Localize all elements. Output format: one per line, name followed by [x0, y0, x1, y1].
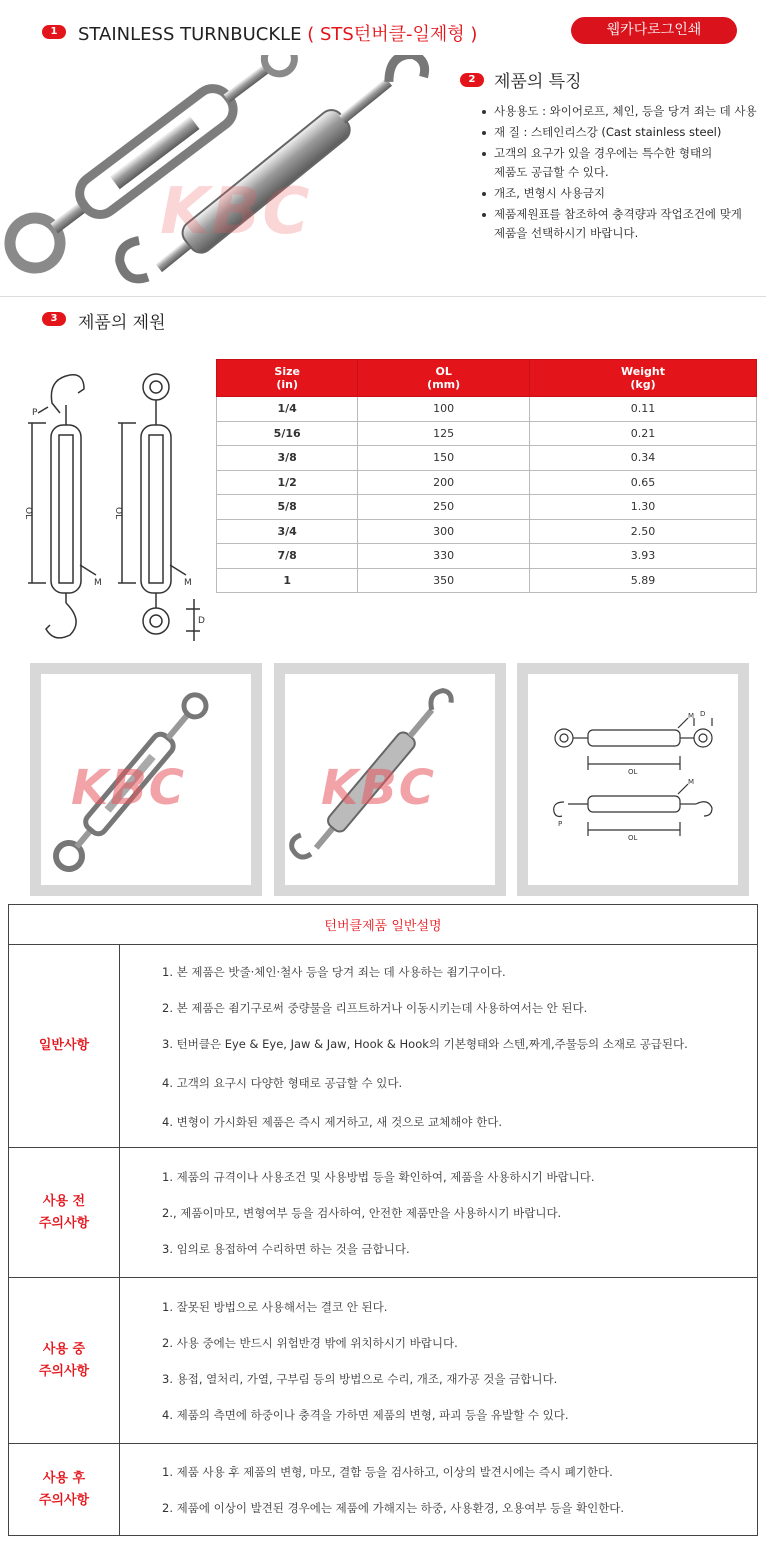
weight-cell: 0.11 — [530, 397, 757, 422]
ol-cell: 330 — [358, 544, 530, 569]
note-line: 4. 제품의 측면에 하중이나 충격을 가하면 제품의 변형, 파괴 등을 유발할 수 있다. — [162, 1407, 569, 1422]
size-cell: 5/8 — [217, 495, 358, 520]
table-row — [217, 397, 757, 422]
size-cell: 1/2 — [217, 470, 358, 495]
notes-title: 턴버클제품 일반설명 — [9, 905, 758, 945]
column-header-weight: Weight (kg) — [530, 360, 757, 397]
notes-section-label: 사용 후 주의사항 — [9, 1444, 120, 1536]
m-label: M — [94, 578, 102, 588]
notes-section-during-use — [9, 1278, 758, 1444]
kbc-watermark: KBC — [160, 175, 312, 249]
ol-label: OL — [628, 768, 638, 776]
note-line: 4. 변형이 가시화된 제품은 즉시 제거하고, 새 것으로 교체해야 한다. — [162, 1115, 503, 1129]
feature-item: 사용용도 : 와이어로프, 체인, 등을 당겨 죄는 데 사용 — [482, 102, 762, 121]
size-cell: 1/4 — [217, 397, 358, 422]
note-line: 1. 잘못된 방법으로 사용해서는 결코 안 된다. — [162, 1299, 388, 1314]
ol-label: OL — [628, 834, 638, 842]
weight-cell: 3.93 — [530, 544, 757, 569]
ol-label: OL — [113, 507, 123, 520]
table-row — [217, 495, 757, 520]
column-header-ol: OL (mm) — [358, 360, 530, 397]
d-label: D — [198, 616, 205, 626]
size-cell: 1 — [217, 568, 358, 593]
notes-section-general — [9, 945, 758, 1148]
ol-cell: 200 — [358, 470, 530, 495]
product-subtitle: ( STS턴버클-일제형 ) — [307, 24, 478, 45]
eye-eye-turnbuckle-image — [41, 674, 251, 885]
note-line: 2. 본 제품은 죔기구로써 중량물을 리프트하거나 이동시키는데 사용하여서는 안 된다. — [162, 1001, 588, 1015]
column-header-size: Size (in) — [217, 360, 358, 397]
table-row — [217, 470, 757, 495]
note-line: 3. 임의로 용접하여 수리하면 하는 것을 금합니다. — [162, 1241, 410, 1256]
note-line: 1. 제품의 규격이나 사용조건 및 사용방법 등을 확인하여, 제품을 사용하시기 바랍니다. — [162, 1169, 595, 1184]
table-row — [217, 544, 757, 569]
product-title: STAINLESS TURNBUCKLE ( STS턴버클-일제형 ) — [78, 24, 478, 45]
m-label: M — [688, 778, 695, 786]
weight-cell: 2.50 — [530, 519, 757, 544]
spec-table — [216, 359, 757, 593]
note-line: 1. 제품 사용 후 제품의 변형, 마모, 결함 등을 검사하고, 이상의 발견시에는 즉시 폐기한다. — [162, 1464, 613, 1479]
features-list — [482, 102, 762, 245]
ol-cell: 300 — [358, 519, 530, 544]
table-row — [217, 519, 757, 544]
feature-item: 재 질 : 스테인리스강 (Cast stainless steel) — [482, 123, 762, 142]
ol-cell: 125 — [358, 421, 530, 446]
ol-label: OL — [23, 507, 33, 520]
notes-section-label: 일반사항 — [9, 945, 120, 1148]
ol-cell: 350 — [358, 568, 530, 593]
features-title: 제품의 특징 — [494, 72, 582, 92]
weight-cell: 5.89 — [530, 568, 757, 593]
weight-cell: 0.65 — [530, 470, 757, 495]
ol-cell: 150 — [358, 446, 530, 471]
hero-product-image — [0, 55, 450, 290]
weight-cell: 0.21 — [530, 421, 757, 446]
side-view-drawing — [528, 674, 738, 885]
product-drawing-box — [517, 663, 749, 896]
table-row — [217, 446, 757, 471]
note-line: 4. 고객의 요구시 다양한 형태로 공급할 수 있다. — [162, 1076, 403, 1090]
size-cell: 3/8 — [217, 446, 358, 471]
p-label: P — [32, 408, 38, 418]
p-label: P — [558, 820, 563, 828]
section-number-badge: 1 — [42, 25, 66, 39]
size-cell: 3/4 — [217, 519, 358, 544]
notes-section-after-use — [9, 1444, 758, 1536]
notes-section-before-use — [9, 1148, 758, 1278]
feature-item: 개조, 변형시 사용금지 — [482, 184, 762, 203]
note-line: 2., 제품이마모, 변형여부 등을 검사하여, 안전한 제품만을 사용하시기 바랍니다. — [162, 1205, 562, 1220]
m-label: M — [688, 712, 695, 720]
ol-cell: 250 — [358, 495, 530, 520]
dimension-drawing — [18, 365, 208, 645]
d-label: D — [700, 710, 706, 718]
table-row — [217, 568, 757, 593]
kbc-watermark: KBC — [321, 760, 437, 816]
section-number-badge: 2 — [460, 73, 484, 87]
section-number-badge: 3 — [42, 312, 66, 326]
table-row — [217, 421, 757, 446]
weight-cell: 1.30 — [530, 495, 757, 520]
hook-hook-turnbuckle-image — [285, 674, 495, 885]
product-photo-hook-hook — [274, 663, 506, 896]
size-cell: 5/16 — [217, 421, 358, 446]
kbc-watermark: KBC — [71, 760, 187, 816]
weight-cell: 0.34 — [530, 446, 757, 471]
note-line: 2. 사용 중에는 반드시 위험반경 밖에 위치하시기 바랍니다. — [162, 1335, 458, 1350]
note-line: 3. 용접, 열처리, 가열, 구부림 등의 방법으로 수리, 개조, 재가공 것을 금합니다. — [162, 1371, 558, 1386]
m-label: M — [184, 578, 192, 588]
general-notes-table — [8, 904, 758, 1536]
notes-section-label: 사용 중 주의사항 — [9, 1278, 120, 1444]
size-cell: 7/8 — [217, 544, 358, 569]
print-catalog-button[interactable]: 웹카다로그인쇄 — [571, 17, 737, 44]
ol-cell: 100 — [358, 397, 530, 422]
notes-section-label: 사용 전 주의사항 — [9, 1148, 120, 1278]
note-line: 1. 본 제품은 밧줄·체인·철사 등을 당겨 죄는 데 사용하는 죔기구이다. — [162, 965, 506, 979]
feature-item: 고객의 요구가 있을 경우에는 특수한 형태의 제품도 공급할 수 있다. — [482, 144, 762, 182]
note-line: 3. 턴버클은 Eye & Eye, Jaw & Jaw, Hook & Hook의 기본형태와 스텐,짜게,주물등의 소재로 공급된다. — [162, 1037, 688, 1051]
specs-title: 제품의 제원 — [78, 313, 166, 333]
note-line: 2. 제품에 이상이 발견된 경우에는 제품에 가해지는 하중, 사용환경, 오용여부 등을 확인한다. — [162, 1500, 625, 1515]
section-divider — [0, 296, 766, 297]
product-photo-eye-eye — [30, 663, 262, 896]
feature-item: 제품제원표를 참조하여 충격량과 작업조건에 맞게 제품을 선택하시기 바랍니다. — [482, 205, 762, 243]
table-header-row — [217, 360, 757, 397]
